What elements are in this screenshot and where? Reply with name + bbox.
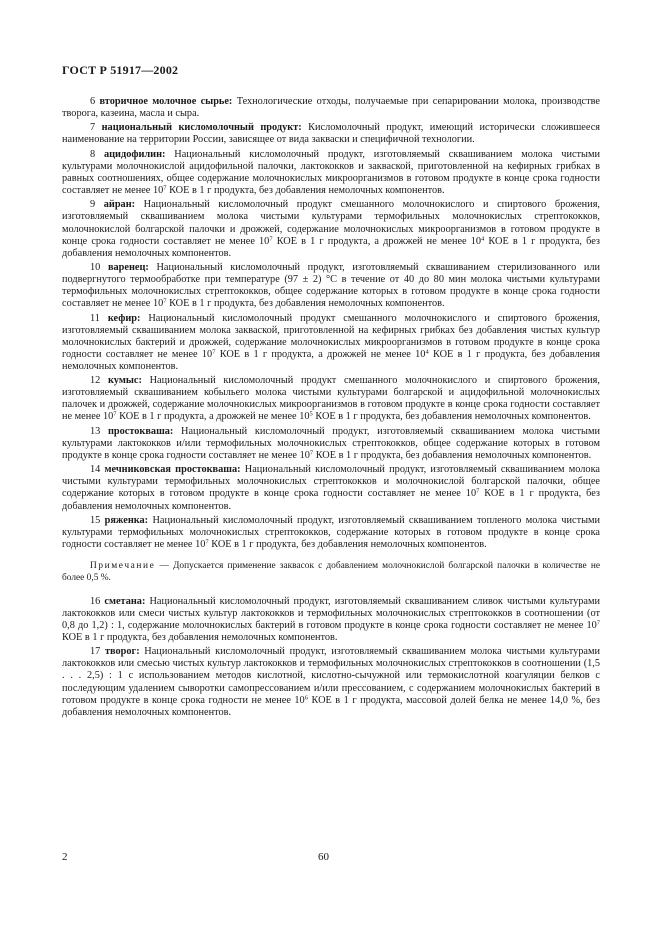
definition-paragraph: [62, 313, 600, 373]
definition-text: Национальный кисломолочный продукт, изготовляемый сквашиванием молока чистыми культурами лактококков или смесью чистых культур лактококков и термофильных молочнокислых стрептококков в соотношении (1,5 . . . 2,5) : 1 с использованием методов кислотной, кислотно-сычужной или термокислотной коагуляции белков с последующим удалением сыворотки самопрессованием и/или прессованием, с содержанием молочнокислых бактерий в готовом продукте в конце срока годности не менее 10: [62, 646, 600, 706]
definition-number: 14: [90, 464, 101, 476]
definition-number: 11: [90, 312, 100, 324]
exponent: 4: [425, 348, 429, 356]
note: [62, 561, 600, 585]
definition-term: кефир:: [107, 312, 141, 324]
definition-text: КОЕ в 1 г продукта, без добавления немолочных компонентов.: [166, 298, 445, 310]
definition-text: КОЕ в 1 г продукта, без добавления немолочных компонентов.: [166, 185, 445, 197]
definition-number: 12: [90, 375, 101, 387]
definition-term: национальный кисломолочный продукт:: [101, 122, 302, 134]
note-text: — Допускается применение заквасок с добавлением молочнокислой болгарской палочки в количестве не более 0,5 %.: [62, 561, 600, 583]
definition-text: Национальный кисломолочный продукт смешанного молочнокислого и спиртового брожения, изготовляемый сквашиванием молока закваской, приготовленной на кефирных грибках без добавления чистых культур молочнокислых бактерий и дрожжей, содержание молочнокислых микроорганизмов в готовом продукте в конце срока годности составляет не менее 10: [62, 312, 600, 360]
definition-text: Национальный кисломолочный продукт, изготовляемый сквашиванием молока чистыми культурами лактококков и/или термофильных молочнокислых стрептококков, общее содержание которых в готовом продукте в конце срока годности составляет не менее 10: [62, 425, 600, 461]
definition-term: ацидофилин:: [103, 148, 166, 160]
document-header: ГОСТ Р 51917—2002: [62, 63, 179, 77]
exponent: 7: [212, 348, 216, 356]
definition-number: 9: [90, 199, 96, 211]
definition-text: КОЕ в 1 г продукта, без добавления немолочных компонентов.: [312, 411, 591, 423]
page-number-center: 60: [318, 851, 329, 863]
definition-number: 6: [90, 96, 96, 107]
definition-number: 15: [90, 514, 101, 526]
exponent: 7: [205, 538, 209, 546]
definition-text: Национальный кисломолочный продукт смешанного молочнокислого и спиртового брожения, изготовляемый сквашиванием кобыльего молока чистыми культурами болгарской и ацидофильной молочнокислых палочек и дрожжей, содержание молочнокислых микроорганизмов в готовом продукте в конце срока годности составляет не менее 10: [62, 375, 600, 423]
definition-number: 17: [90, 646, 101, 658]
definitions-list: [62, 96, 600, 551]
definition-text: Кисломолочный продукт, имеющий исторически сложившееся наименование на территории России, зависящее от вида закваски и специфичной технологии.: [62, 122, 601, 146]
definition-term: сметана:: [104, 595, 146, 607]
definition-term: ряженка:: [104, 514, 149, 526]
exponent: 5: [309, 410, 313, 418]
definition-text: КОЕ в 1 г продукта, а дрожжей не менее 10: [116, 411, 310, 423]
definition-number: 13: [90, 425, 101, 437]
definition-number: 8: [90, 148, 96, 160]
definition-text: КОЕ в 1 г продукта, а дрожжей не менее 10: [272, 235, 482, 247]
definition-term: вторичное молочное сырье:: [99, 96, 233, 107]
definition-number: 16: [90, 595, 101, 607]
exponent: 7: [163, 297, 167, 305]
definition-text: Национальный кисломолочный продукт смешанного молочнокислого и спиртового брожения, изготовляемый сквашиванием молока чистыми культурами термофильных молочнокислых стрептококков, молочнокислой болгарской палочки и дрожжей, содержание молочнокислых микроорганизмов в готовом продукте в конце срока годности составляет не менее 10: [62, 199, 601, 247]
definitions-list-continued: [62, 596, 600, 719]
definition-text: Национальный кисломолочный продукт, изготовляемый сквашиванием молока чистыми культурами молочнокислой ацидофильной палочки, лактококков и закваской, приготовленной на кефирных грибках в равных соотношениях, общее содержание молочнокислых микроорганизмов в готовом продукте в конце срока годности составляет не менее 10: [62, 148, 600, 197]
definition-paragraph: [62, 515, 600, 551]
exponent: 7: [476, 487, 480, 495]
definition-text: Национальный кисломолочный продукт, изготовляемый сквашиванием топленого молока чистыми культурами термофильных молочнокислых стрептококков, содержание которых в готовом продукте в конце срока годности составляет не менее 10: [62, 514, 601, 550]
definition-term: творог:: [104, 646, 140, 658]
definition-text: КОЕ в 1 г продукта, а дрожжей не менее 10: [215, 348, 426, 360]
definition-paragraph: [62, 596, 600, 644]
exponent: 7: [163, 184, 167, 192]
definition-number: 10: [90, 261, 101, 273]
definition-text: КОЕ в 1 г продукта, без добавления немолочных компонентов.: [62, 348, 600, 372]
exponent: 6: [304, 694, 308, 702]
exponent: 7: [269, 235, 273, 243]
document-body: [62, 96, 600, 721]
definition-text: КОЕ в 1 г продукта, без добавления немолочных компонентов.: [208, 538, 487, 550]
exponent: 4: [481, 235, 485, 243]
definition-term: айран:: [103, 199, 136, 211]
exponent: 7: [596, 619, 600, 627]
definition-text: КОЕ в 1 г продукта, без добавления немолочных компонентов.: [62, 488, 600, 512]
definition-term: кумыс:: [108, 375, 142, 387]
definition-term: варенец:: [107, 261, 149, 273]
definition-paragraph: [62, 262, 600, 310]
definition-text: Национальный кисломолочный продукт, изготовляемый сквашиванием стерилизованного или подвергнутого термообработке при температуре (97 ± 2) °С в течение от 40 до 80 мин молока чистыми культурами термофильных молочнокислых стрептококков, общее содержание которых в готовом продукте в конце срока годности составляет не менее 10: [62, 261, 601, 310]
definition-text: Технологические отходы, получаемые при сепарировании молока, производстве творога, казеина, масла и сыра.: [62, 96, 601, 120]
definition-text: КОЕ в 1 г продукта, массовой долей белка не менее 14,0 %, без добавления немолочных компонентов.: [62, 694, 600, 718]
definition-text: Национальный кисломолочный продукт, изготовляемый сквашиванием сливок чистыми культурами лактококков или смеси чистых культур лактококков и термофильных молочнокислых стрептококков в соотношении (от 0,8 до 1,2) : 1, содержание молочнокислых бактерий в готовом продукте в конце срока годности составляет не менее 10: [62, 595, 601, 631]
definition-number: 7: [90, 122, 96, 134]
definition-paragraph: [62, 122, 600, 146]
definition-paragraph: [62, 464, 600, 512]
definition-paragraph: [62, 375, 600, 423]
definition-term: простокваша:: [107, 425, 174, 437]
definition-paragraph: [62, 149, 600, 197]
note-label: Примечание: [90, 561, 156, 572]
definition-paragraph: [62, 199, 600, 259]
definition-paragraph: [62, 426, 600, 462]
exponent: 7: [309, 449, 314, 457]
definition-text: КОЕ в 1 г продукта, без добавления немолочных компонентов.: [62, 235, 601, 259]
definition-paragraph: [62, 96, 600, 120]
definition-text: КОЕ в 1 г продукта, без добавления немолочных компонентов.: [62, 631, 338, 643]
definition-text: КОЕ в 1 г продукта, без добавления немолочных компонентов.: [313, 449, 592, 461]
definition-term: мечниковская простокваша:: [104, 464, 241, 476]
page-number-left: 2: [62, 851, 68, 863]
definition-text: Национальный кисломолочный продукт, изготовляемый сквашиванием молока чистыми культурами термофильных молочнокислых стрептококков и молочнокислой болгарской палочки, общее содержание которых в готовом продукте в конце срока годности составляет не менее 10: [62, 464, 600, 500]
definition-paragraph: [62, 646, 600, 719]
exponent: 7: [113, 410, 117, 418]
